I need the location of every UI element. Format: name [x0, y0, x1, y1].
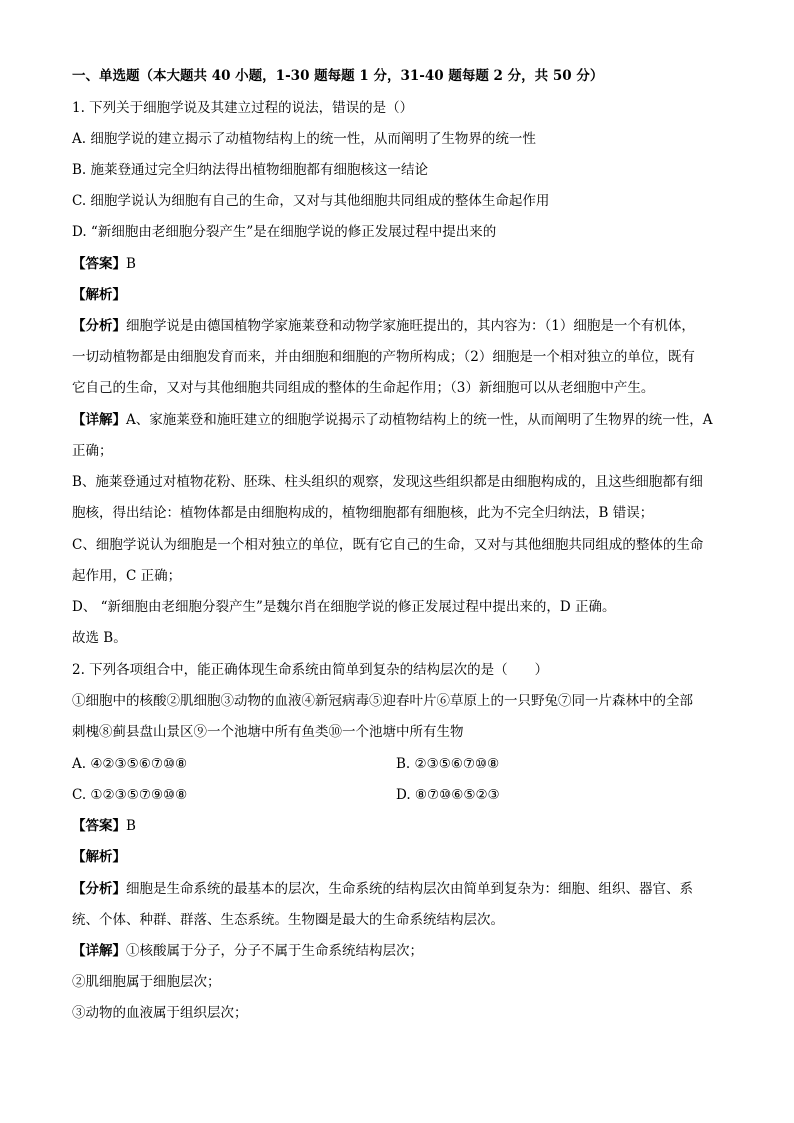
- section-title: 一、单选题（本大题共 40 小题，1-30 题每题 1 分，31-40 题每题 2 分，共 50 分）: [72, 68, 604, 84]
- q2-stem: 2. 下列各项组合中，能正确体现生命系统由简单到复杂的结构层次的是（ ）: [72, 662, 549, 678]
- q2-fenxi-line-1: [72, 879, 734, 899]
- answer-value: B: [126, 256, 136, 272]
- xiangjie-text: ①核酸属于分子，分子不属于生命系统结构层次；: [126, 943, 423, 959]
- q1-xiangjie-line-7: D、 “新细胞由老细胞分裂产生”是魏尔肖在细胞学说的修正发展过程中提出来的，D 正确。: [72, 599, 616, 615]
- q2-option-d: D. ⑧⑦⑩⑥⑤②③: [396, 787, 500, 803]
- xiangjie-tag: 【详解】: [72, 412, 126, 428]
- q2-answer: [72, 816, 734, 836]
- q1-xiangjie-line-6: 起作用，C 正确；: [72, 568, 182, 584]
- q2-xiangjie-line-2: ②肌细胞属于细胞层次；: [72, 974, 221, 990]
- fenxi-tag: 【分析】: [72, 881, 126, 897]
- q1-xiangjie-line-2: 正确；: [72, 443, 113, 459]
- q1-xiangjie-line-8: 故选 B。: [72, 630, 127, 646]
- q1-xiangjie-line-4: 胞核，得出结论：植物体都是由细胞构成的，植物细胞都有细胞核，此为不完全归纳法，B 错误；: [72, 505, 654, 521]
- q2-analysis-tag: 【解析】: [72, 849, 126, 865]
- q2-option-c: C. ①②③⑤⑦⑨⑩⑧: [72, 787, 188, 803]
- q1-option-b: B. 施莱登通过完全归纳法得出植物细胞都有细胞核这一结论: [72, 162, 429, 178]
- q2-option-a: A. ④②③⑤⑥⑦⑩⑧: [72, 756, 188, 772]
- fenxi-text: 细胞学说是由德国植物学家施莱登和动物学家施旺提出的，其内容为：（1）细胞是一个有机体，: [126, 318, 695, 334]
- q2-xiangjie-line-3: ③动物的血液属于组织层次；: [72, 1005, 248, 1021]
- xiangjie-text: A、家施莱登和施旺建立的细胞学说揭示了动植物结构上的统一性，从而阐明了生物界的统一性，A: [126, 412, 713, 428]
- q1-option-c: C. 细胞学说认为细胞有自己的生命，又对与其他细胞共同组成的整体生命起作用: [72, 193, 550, 209]
- answer-tag: 【答案】: [72, 818, 126, 834]
- answer-tag: 【答案】: [72, 256, 126, 272]
- q1-answer: [72, 254, 734, 274]
- q1-option-a: A. 细胞学说的建立揭示了动植物结构上的统一性，从而阐明了生物界的统一性: [72, 131, 536, 147]
- q1-fenxi-line-1: [72, 316, 734, 336]
- q1-stem: 1. 下列关于细胞学说及其建立过程的说法，错误的是（）: [72, 100, 414, 116]
- q2-fenxi-line-2: 统、个体、种群、群落、生态系统。生物圈是最大的生命系统结构层次。: [72, 912, 504, 928]
- fenxi-text: 细胞是生命系统的最基本的层次，生命系统的结构层次由简单到复杂为：细胞、组织、器官、系: [126, 881, 693, 897]
- q2-xiangjie-line-1: [72, 941, 734, 961]
- q1-analysis-tag: 【解析】: [72, 287, 126, 303]
- q1-fenxi-line-2: 一切动植物都是由细胞发育而来，并由细胞和细胞的产物所构成；（2）细胞是一个相对独立的单位，既有: [72, 349, 695, 365]
- q1-option-d: D. “新细胞由老细胞分裂产生”是在细胞学说的修正发展过程中提出来的: [72, 224, 497, 240]
- q1-fenxi-line-3: 它自己的生命，又对与其他细胞共同组成的整体的生命起作用；（3）新细胞可以从老细胞中产生。: [72, 380, 655, 396]
- fenxi-tag: 【分析】: [72, 318, 126, 334]
- q1-xiangjie-line-5: C、细胞学说认为细胞是一个相对独立的单位，既有它自己的生命，又对与其他细胞共同组成的整体的生命: [72, 537, 704, 553]
- answer-value: B: [126, 818, 136, 834]
- q2-items-line-1: ①细胞中的核酸②肌细胞③动物的血液④新冠病毒⑤迎春叶片⑥草原上的一只野兔⑦同一片森林中的全部: [72, 693, 693, 709]
- q2-option-b: B. ②③⑤⑥⑦⑩⑧: [396, 756, 500, 772]
- q1-xiangjie-line-1: [72, 410, 734, 430]
- q2-items-line-2: 刺槐⑧蓟县盘山景区⑨一个池塘中所有鱼类⑩一个池塘中所有生物: [72, 724, 464, 740]
- q1-xiangjie-line-3: B、施莱登通过对植物花粉、胚珠、柱头组织的观察，发现这些组织都是由细胞构成的，且这些细胞都有细: [72, 474, 703, 490]
- xiangjie-tag: 【详解】: [72, 943, 126, 959]
